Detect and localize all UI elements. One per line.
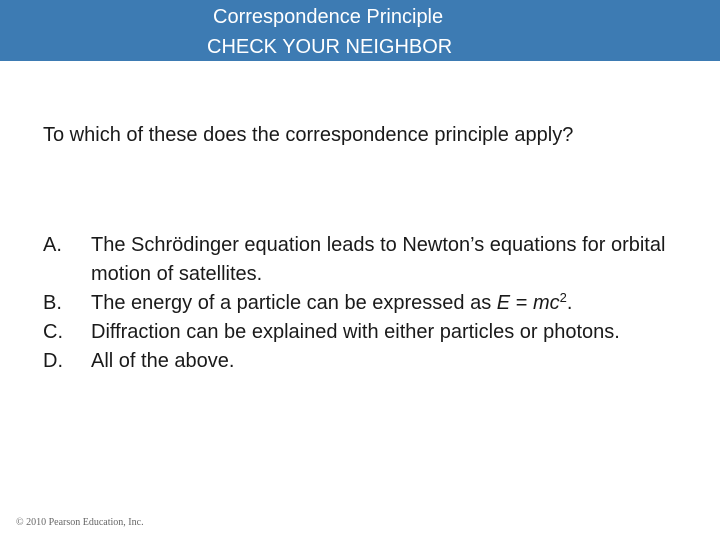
- answer-options: [43, 231, 703, 376]
- slide-title: Correspondence Principle: [213, 6, 444, 28]
- option-c: [43, 318, 703, 347]
- option-d-text: All of the above.: [91, 350, 235, 372]
- option-b-text-after: .: [566, 292, 573, 314]
- question-text: To which of these does the correspondence principle apply?: [43, 124, 574, 146]
- option-b-text: [91, 289, 703, 318]
- option-b-var-e: E: [496, 292, 511, 314]
- option-b-letter: B.: [43, 292, 62, 314]
- option-d-letter: D.: [43, 350, 63, 372]
- option-b-text-before: The energy of a particle can be expressed as: [91, 292, 497, 314]
- option-b-var-mc: mc: [532, 292, 560, 314]
- slide-subtitle: CHECK YOUR NEIGHBOR: [207, 36, 453, 58]
- option-a-letter: A.: [43, 234, 62, 256]
- option-a: [43, 231, 703, 289]
- option-c-letter: C.: [43, 321, 63, 343]
- option-b-equals: =: [510, 292, 533, 314]
- header-bar: [0, 0, 720, 61]
- option-d: [43, 347, 703, 376]
- option-c-text: Diffraction can be explained with either particles or photons.: [91, 321, 620, 343]
- option-a-text: The Schrödinger equation leads to Newton’s equations for orbital motion of satellites.: [91, 234, 666, 285]
- option-b: [43, 289, 703, 318]
- option-b-exponent: 2: [559, 290, 567, 305]
- copyright-footer: © 2010 Pearson Education, Inc.: [16, 517, 144, 528]
